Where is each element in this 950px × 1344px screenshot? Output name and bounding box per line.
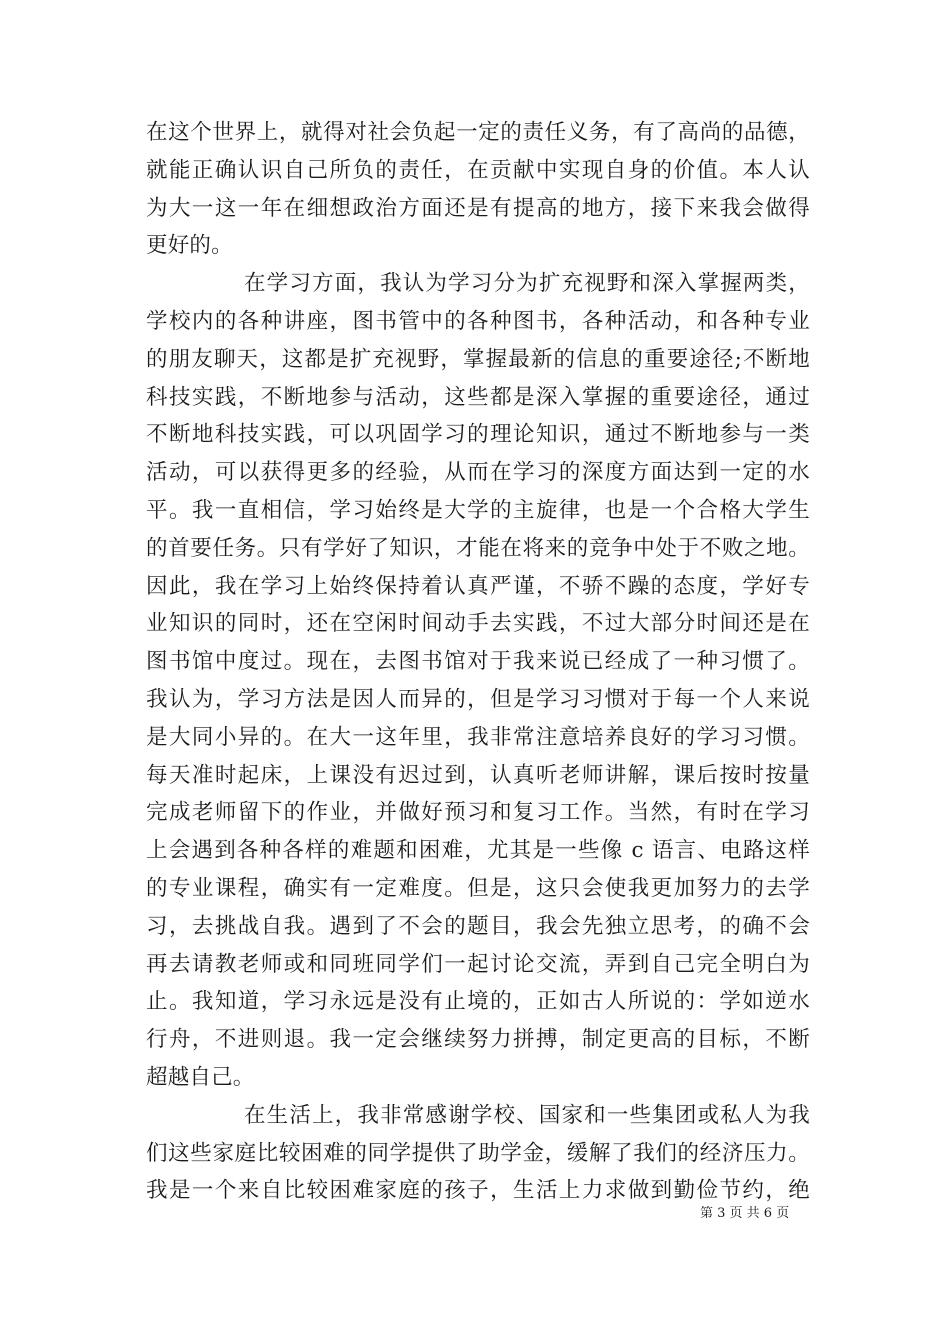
text-line: 不断地科技实践，可以巩固学习的理论知识，通过不断地参与一类 (146, 422, 810, 448)
text-line: 每天准时起床，上课没有迟过到，认真听老师讲解，课后按时按量 (146, 762, 810, 788)
text-line: 业知识的同时，还在空闲时间动手去实践，不过大部分时间还是在 (146, 611, 810, 637)
text-line: 科技实践，不断地参与活动，这些都是深入掌握的重要途径，通过 (146, 384, 810, 410)
text-line: 再去请教老师或和同班同学们一起讨论交流，弄到自己完全明白为 (146, 951, 810, 977)
text-line: 上会遇到各种各样的难题和困难，尤其是一些像 c 语言、电路这样 (146, 838, 810, 864)
text-line: 行舟，不进则退。我一定会继续努力拼搏，制定更高的目标，不断 (146, 1027, 810, 1053)
text-line: 止。我知道，学习永远是没有止境的，正如古人所说的：学如逆水 (146, 989, 810, 1015)
text-line: 在生活上，我非常感谢学校、国家和一些集团或私人为我 (244, 1102, 810, 1128)
text-line: 为大一这一年在细想政治方面还是有提高的地方，接下来我会做得 (146, 195, 810, 221)
text-line: 就能正确认识自己所负的责任，在贡献中实现自身的价值。本人认 (146, 157, 810, 183)
text-line: 是大同小异的。在大一这年里，我非常注意培养良好的学习习惯。 (146, 724, 810, 750)
text-line: 因此，我在学习上始终保持着认真严谨，不骄不躁的态度，学好专 (146, 573, 810, 599)
text-line: 学校内的各种讲座，图书管中的各种图书，各种活动，和各种专业 (146, 308, 810, 334)
text-line: 平。我一直相信，学习始终是大学的主旋律，也是一个合格大学生 (146, 497, 810, 523)
text-line: 超越自己。 (146, 1064, 255, 1090)
text-line: 我是一个来自比较困难家庭的孩子，生活上力求做到勤俭节约，绝 (146, 1178, 810, 1204)
text-line: 的朋友聊天，这都是扩充视野，掌握最新的信息的重要途径;不断地 (146, 346, 810, 372)
text-line: 们这些家庭比较困难的同学提供了助学金，缓解了我们的经济压力。 (146, 1140, 810, 1166)
text-line: 的首要任务。只有学好了知识，才能在将来的竞争中处于不败之地。 (146, 535, 810, 561)
text-line: 习，去挑战自我。遇到了不会的题目，我会先独立思考，的确不会 (146, 913, 810, 939)
text-line: 我认为，学习方法是因人而异的，但是学习习惯对于每一个人来说 (146, 686, 810, 712)
text-line: 图书馆中度过。现在，去图书馆对于我来说已经成了一种习惯了。 (146, 649, 810, 675)
text-line: 活动，可以获得更多的经验，从而在学习的深度方面达到一定的水 (146, 460, 810, 486)
text-line: 在学习方面，我认为学习分为扩充视野和深入掌握两类， (244, 271, 810, 297)
body-text (146, 114, 810, 1210)
text-line: 的专业课程，确实有一定难度。但是，这只会使我更加努力的去学 (146, 875, 810, 901)
page-number-footer: 第 3 页 共 6 页 (700, 1206, 790, 1221)
text-line: 在这个世界上，就得对社会负起一定的责任义务，有了高尚的品德， (146, 120, 810, 145)
text-line: 完成老师留下的作业，并做好预习和复习工作。当然，有时在学习 (146, 800, 810, 826)
text-line: 更好的。 (146, 233, 233, 259)
